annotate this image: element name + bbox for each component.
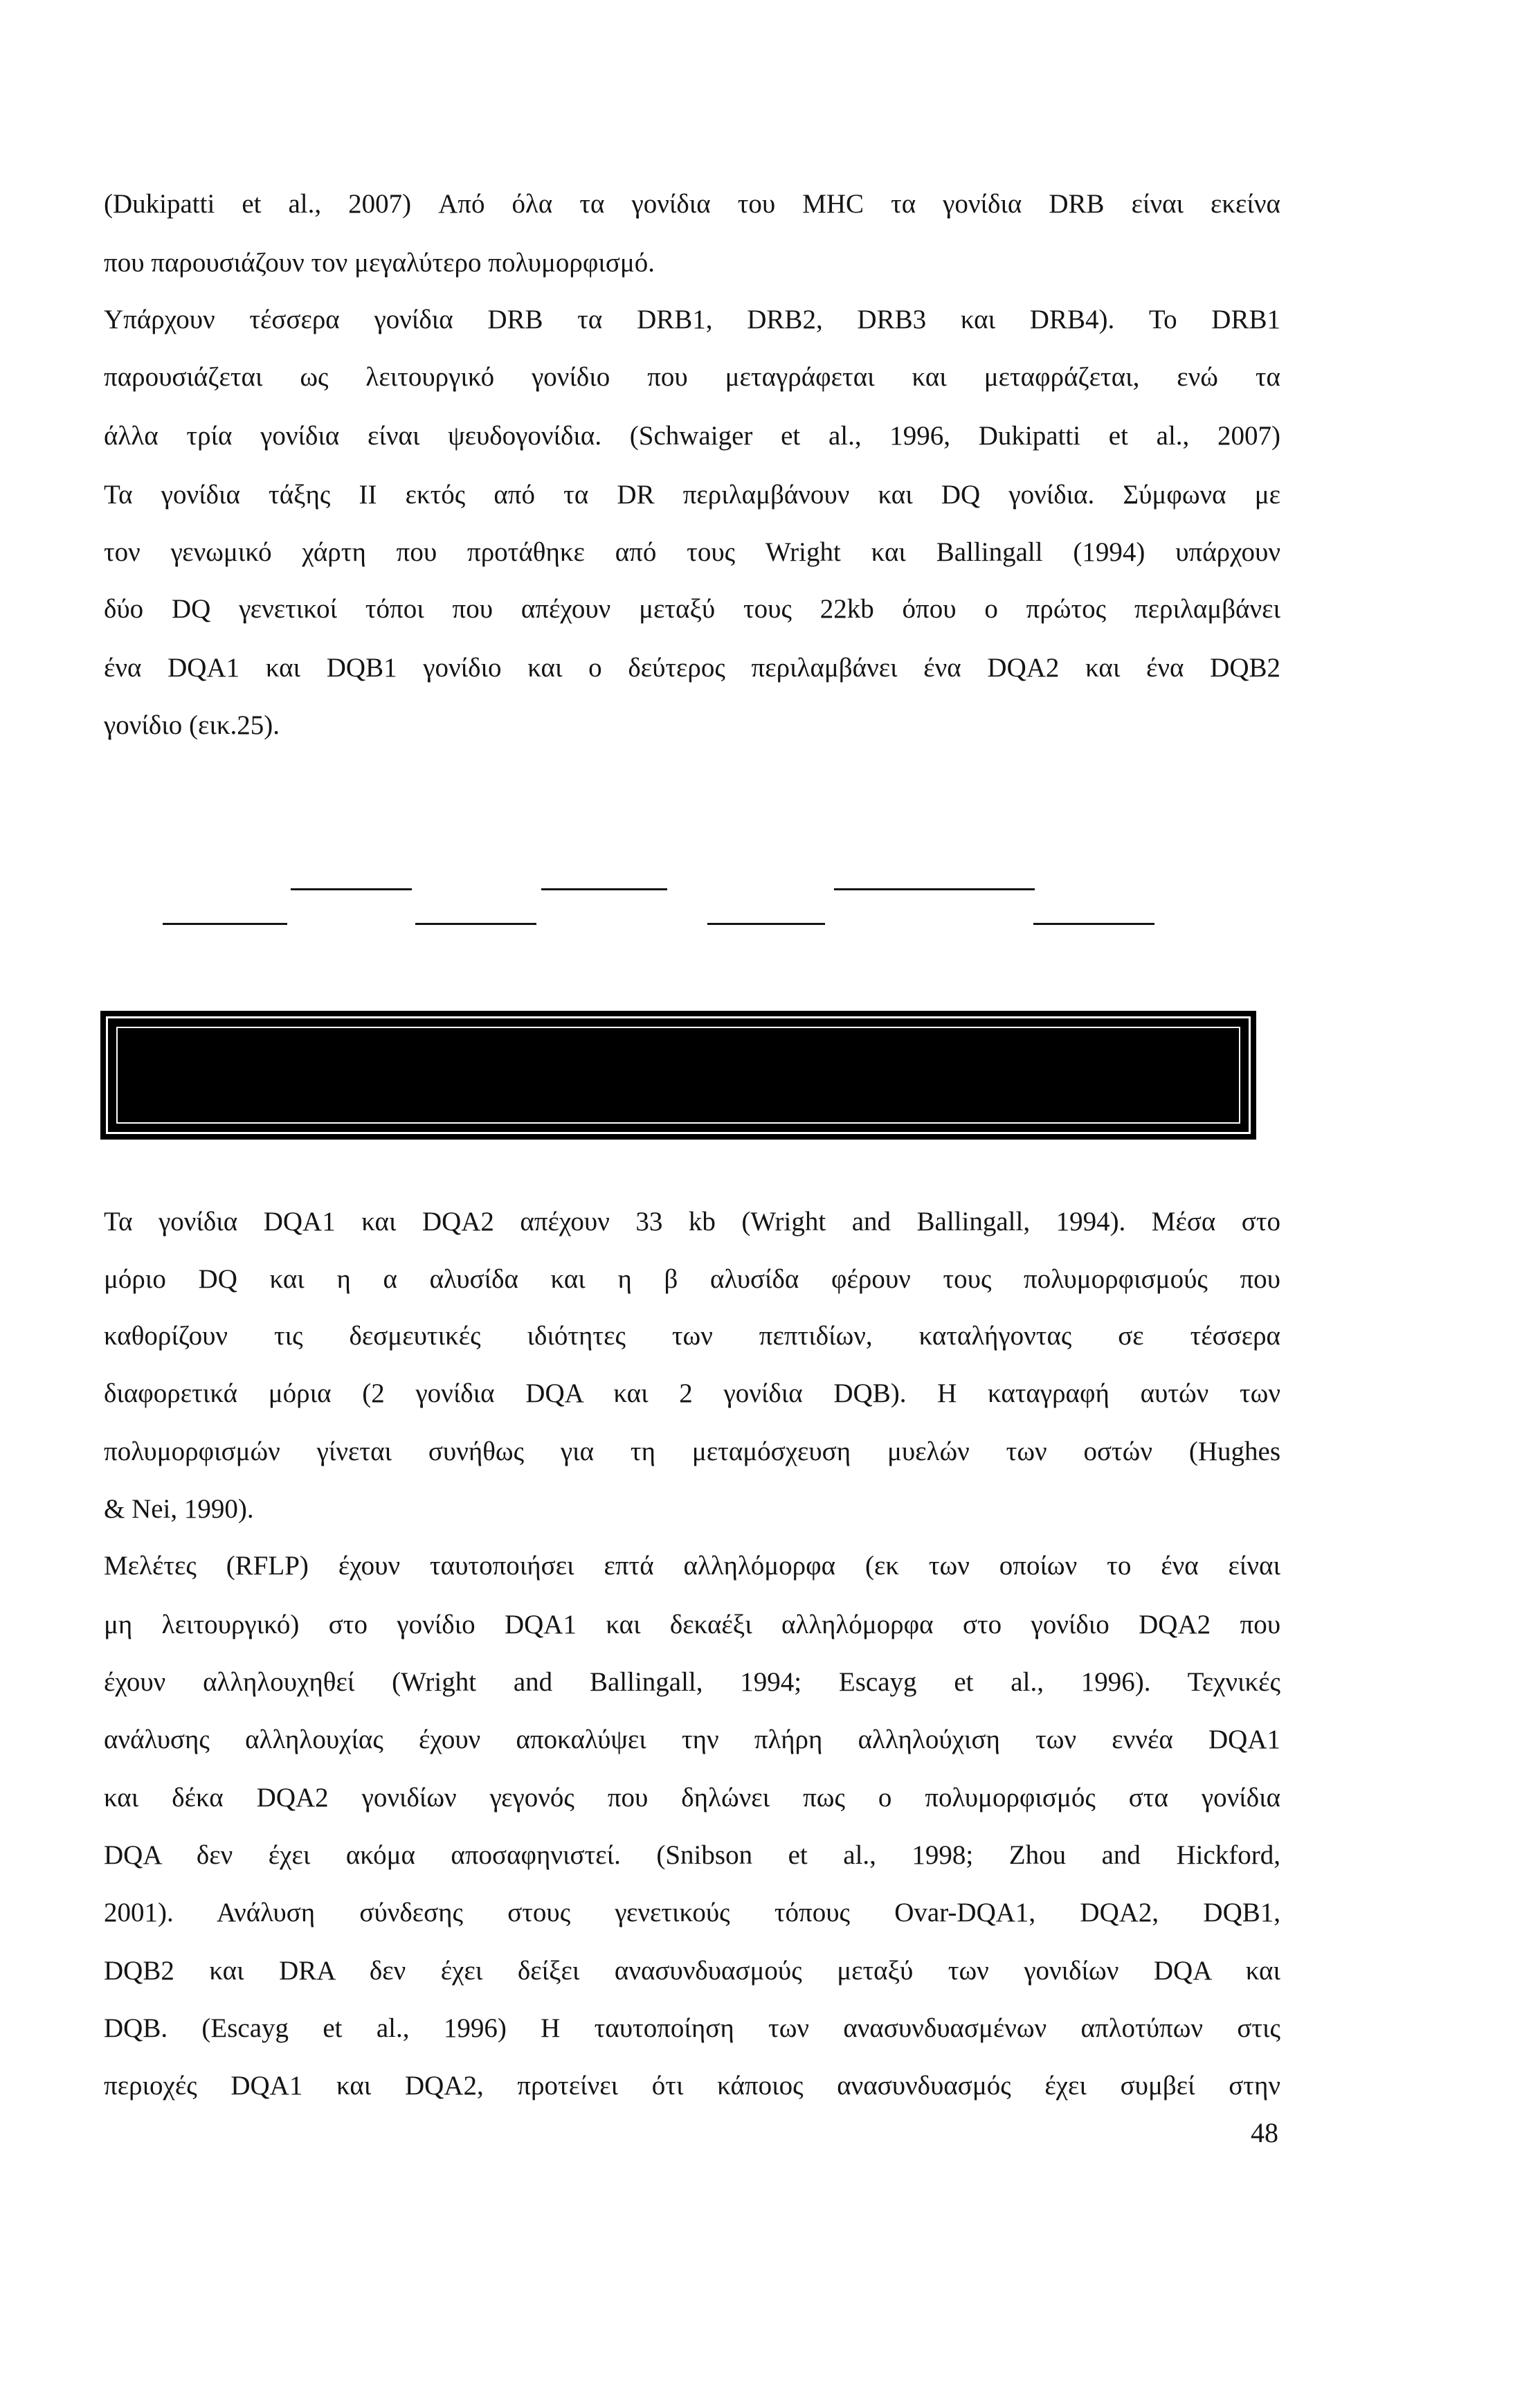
text-line: περιοχές DQA1 και DQA2, προτείνει ότι κάποιος ανασυνδυασμός έχει συμβεί στην	[104, 2071, 1280, 2101]
gene-map-segment	[1033, 923, 1154, 925]
page-number: 48	[1251, 2117, 1278, 2148]
text-line: DQA δεν έχει ακόμα αποσαφηνιστεί. (Snibson et al., 1998; Zhou and Hickford,	[104, 1840, 1280, 1870]
text-line: & Nei, 1990).	[104, 1494, 254, 1524]
text-line: καθορίζουν τις δεσμευτικές ιδιότητες των πεπτιδίων, καταλήγοντας σε τέσσερα	[104, 1321, 1280, 1351]
text-line: DQB. (Escayg et al., 1996) Η ταυτοποίηση των ανασυνδυασμένων απλοτύπων στις	[104, 2013, 1280, 2043]
gene-map-segment	[541, 888, 667, 890]
text-line: διαφορετικά μόρια (2 γονίδια DQA και 2 γονίδια DQB). Η καταγραφή αυτών των	[104, 1378, 1280, 1408]
text-line: Υπάρχουν τέσσερα γονίδια DRB τα DRB1, DRB2, DRB3 και DRB4). Το DRB1	[104, 305, 1280, 334]
text-line: ανάλυσης αλληλουχίας έχουν αποκαλύψει την πλήρη αλληλούχιση των εννέα DQA1	[104, 1725, 1280, 1754]
text-line: μόριο DQ και η α αλυσίδα και η β αλυσίδα φέρουν τους πολυμορφισμούς που	[104, 1264, 1280, 1294]
figure-caption-box	[100, 1011, 1256, 1140]
text-line: Τα γονίδια τάξης II εκτός από τα DR περιλαμβάνουν και DQ γονίδια. Σύμφωνα με	[104, 480, 1280, 510]
gene-map-segment	[834, 888, 1035, 890]
gene-map-segment	[291, 888, 412, 890]
text-line: άλλα τρία γονίδια είναι ψευδογονίδια. (Schwaiger et al., 1996, Dukipatti et al., 2007)	[104, 421, 1280, 451]
text-line: τον γενωμικό χάρτη που προτάθηκε από τους Wright και Ballingall (1994) υπάρχουν	[104, 537, 1280, 567]
text-line: Τα γονίδια DQA1 και DQA2 απέχουν 33 kb (Wright and Ballingall, 1994). Μέσα στο	[104, 1207, 1280, 1237]
figure-caption-fill	[116, 1027, 1240, 1124]
text-line: DQB2 και DRA δεν έχει δείξει ανασυνδυασμούς μεταξύ των γονιδίων DQA και	[104, 1956, 1280, 1986]
gene-map-segment	[415, 923, 536, 925]
gene-map-segment	[707, 923, 825, 925]
text-line: μη λειτουργικό) στο γονίδιο DQA1 και δεκαέξι αλληλόμορφα στο γονίδιο DQA2 που	[104, 1610, 1280, 1639]
figure-caption-frame	[106, 1016, 1251, 1134]
text-line: (Dukipatti et al., 2007) Από όλα τα γονίδια του MHC τα γονίδια DRB είναι εκείνα	[104, 189, 1280, 219]
text-line: γονίδιο (εικ.25).	[104, 710, 280, 740]
text-line: ένα DQA1 και DQB1 γονίδιο και ο δεύτερος περιλαμβάνει ένα DQA2 και ένα DQB2	[104, 653, 1280, 683]
text-line: που παρουσιάζουν τον μεγαλύτερο πολυμορφισμό.	[104, 248, 655, 278]
text-line: έχουν αλληλουχηθεί (Wright and Ballingall, 1994; Escayg et al., 1996). Τεχνικές	[104, 1667, 1280, 1697]
gene-map-segment	[163, 923, 287, 925]
text-line: και δέκα DQA2 γονιδίων γεγονός που δηλώνει πως ο πολυμορφισμός στα γονίδια	[104, 1783, 1280, 1813]
text-line: 2001). Ανάλυση σύνδεσης στους γενετικούς τόπους Ovar-DQA1, DQA2, DQB1,	[104, 1898, 1280, 1927]
text-line: δύο DQ γενετικοί τόποι που απέχουν μεταξύ τους 22kb όπου ο πρώτος περιλαμβάνει	[104, 594, 1280, 624]
text-line: παρουσιάζεται ως λειτουργικό γονίδιο που μεταγράφεται και μεταφράζεται, ενώ τα	[104, 362, 1280, 392]
text-line: πολυμορφισμών γίνεται συνήθως για τη μεταμόσχευση μυελών των οστών (Hughes	[104, 1437, 1280, 1466]
text-line: Μελέτες (RFLP) έχουν ταυτοποιήσει επτά αλληλόμορφα (εκ των οποίων το ένα είναι	[104, 1551, 1280, 1581]
